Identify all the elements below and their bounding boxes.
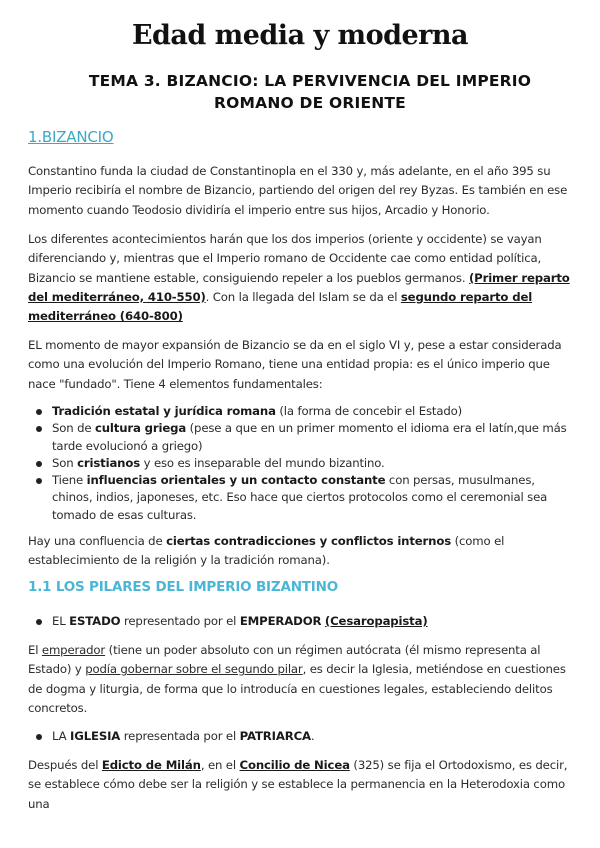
- paragraph-2-text: Los diferentes acontecimientos harán que los dos imperios (oriente y occidente) se vayan diferenciando y, mientras que el Imperio romano de Occidente cae como entidad política, Bizancio se mantiene estable, consiguiendo repeler a los pueblos germanos.: [28, 232, 542, 285]
- bullet-icon: [36, 426, 42, 432]
- paragraph-4-text: Hay una confluencia de: [28, 534, 167, 548]
- list-item-post: (pese a que en un primer momento el idioma era el latín,que más tarde evolucionó a griego): [52, 421, 567, 453]
- paragraph-5-text-c: , es decir la Iglesia, metiéndose en cuestiones de dogma y liturgia, de forma que lo introducía en cuestiones legales, estableciendo delitos concretos.: [28, 662, 566, 715]
- primer-reparto-link: (Primer reparto del mediterráneo, 410-550): [28, 270, 570, 304]
- pilar-estado-list: [28, 613, 573, 630]
- document-title: Edad media y moderna: [131, 20, 469, 51]
- paragraph-4: [28, 532, 573, 571]
- pilar-iglesia-list: [28, 728, 573, 745]
- paragraph-5-text: El: [28, 643, 42, 657]
- bullet-icon: [36, 734, 42, 740]
- paragraph-3: [28, 336, 573, 394]
- list-item: [28, 472, 573, 524]
- patriarca-label: PATRIARCA: [239, 729, 311, 743]
- bullet-icon: [36, 409, 42, 415]
- list-item-post: con persas, musulmanes, chinos, indios, japoneses, etc. Eso hace que ciertos protocolos como el ceremonial sea tomado de esas culturas.: [52, 473, 548, 522]
- list-item-bold: cultura griega: [94, 421, 187, 436]
- emperador-label: EMPERADOR: [239, 614, 322, 628]
- section-heading-bizancio: 1.BIZANCIO: [28, 128, 114, 146]
- list-item-end: .: [310, 729, 315, 743]
- list-item-pre: Tiene: [52, 473, 87, 488]
- paragraph-2: [28, 230, 573, 326]
- list-item-bold: cristianos: [77, 455, 141, 470]
- list-item-post: (la forma de concebir el Estado): [275, 404, 463, 418]
- paragraph-4-text-b: (como el establecimiento de la religión y la tradición romana).: [28, 534, 505, 568]
- list-item: [28, 613, 573, 630]
- estado-label: ESTADO: [69, 614, 121, 628]
- bullet-icon: [36, 461, 42, 467]
- list-item-pre: Son: [52, 455, 78, 470]
- list-item: [28, 403, 573, 420]
- paragraph-4-bold: ciertas contradicciones y conflictos internos: [166, 534, 452, 548]
- list-item-bold: influencias orientales y un contacto constante: [86, 473, 386, 488]
- concilio-nicea-link: Concilio de Nicea: [239, 758, 350, 772]
- edicto-milan-link: Edicto de Milán: [101, 758, 201, 772]
- list-item: [28, 728, 573, 745]
- list-item: [28, 420, 573, 455]
- paragraph-6: [28, 756, 573, 814]
- list-item-bold: Tradición estatal y jurídica romana: [52, 404, 276, 418]
- list-item-mid: representada por el: [120, 729, 240, 743]
- bullet-icon: [36, 478, 42, 484]
- paragraph-6-text: Después del: [28, 758, 102, 772]
- cesaropapista-link: (Cesaropapista): [324, 614, 428, 628]
- list-item-post: y eso es inseparable del mundo bizantino.: [140, 455, 385, 470]
- list-item: [28, 455, 573, 472]
- paragraph-1-text: Constantino funda la ciudad de Constantinopla en el 330 y, más adelante, en el año 395 su Imperio recibiría el nombre de Bizancio, partiendo del origen del rey Byzas. Es también en ese momento cuando Teodosio dividiría el imperio entre sus hijos, Arcadio y Honorio.: [28, 164, 568, 217]
- list-item-pre: Son de: [52, 421, 95, 436]
- list-item-mid: representado por el: [120, 614, 240, 628]
- paragraph-2-text-b: . Con la llegada del Islam se da el: [205, 289, 401, 304]
- segundo-pilar-underlined: podía gobernar sobre el segundo pilar: [85, 662, 303, 677]
- paragraph-5: [28, 641, 573, 718]
- bullet-icon: [36, 619, 42, 625]
- list-item-pre: EL: [52, 614, 70, 628]
- iglesia-label: IGLESIA: [70, 729, 121, 743]
- paragraph-3-text: EL momento de mayor expansión de Bizancio se da en el siglo VI y, pese a estar considerada como una evolución del Imperio Romano, tiene una entidad propia: es el único imperio que nace "fundado". Tiene 4 elementos fundamentales:: [28, 338, 562, 391]
- paragraph-6-text-c: (325) se fija el Ortodoxismo, es decir, se establece cómo debe ser la religión y se establece la permanencia en la Heterodoxia como una: [28, 758, 568, 811]
- paragraph-5-text-b: (tiene un poder absoluto con un régimen autócrata (él mismo representa al Estado) y: [28, 643, 541, 677]
- paragraph-1: [28, 162, 573, 220]
- segundo-reparto-link: segundo reparto del mediterráneo (640-800): [28, 289, 533, 324]
- paragraph-6-text-b: , en el: [200, 758, 240, 772]
- document-subtitle: TEMA 3. BIZANCIO: LA PERVIVENCIA DEL IMPERIO ROMANO DE ORIENTE: [88, 72, 532, 112]
- emperador-underlined: emperador: [41, 643, 106, 657]
- elements-list: [28, 403, 573, 524]
- section-heading-pilares: 1.1 LOS PILARES DEL IMPERIO BIZANTINO: [28, 579, 338, 595]
- list-item-pre: LA: [52, 729, 71, 743]
